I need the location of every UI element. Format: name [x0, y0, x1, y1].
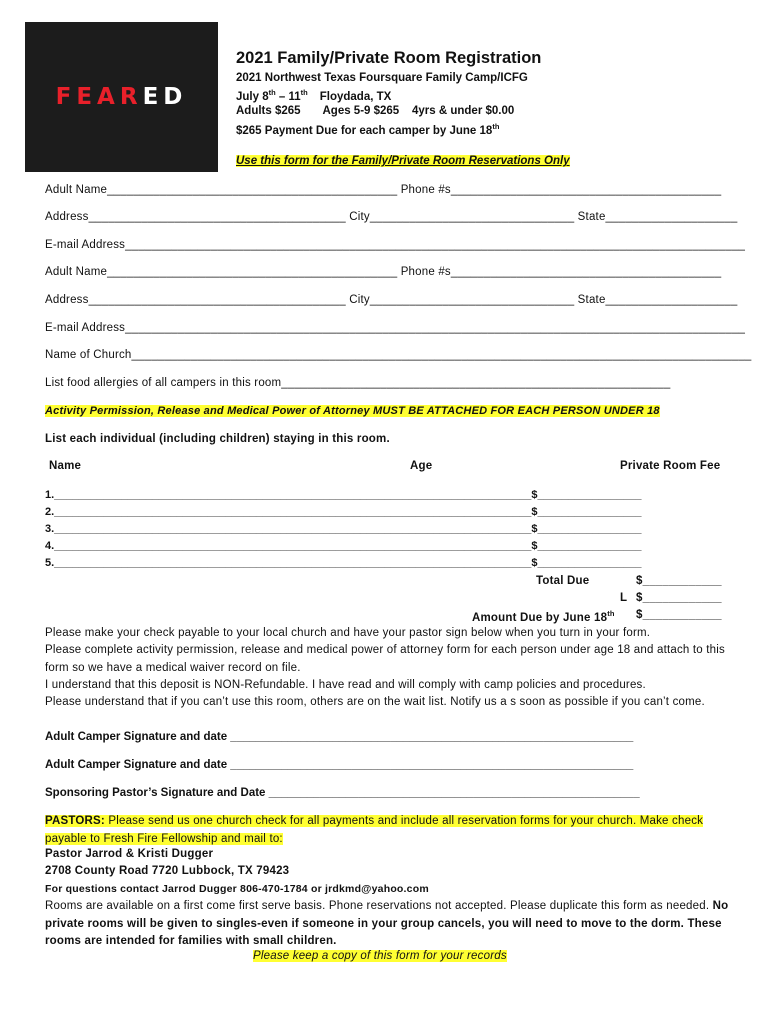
- email-1-field[interactable]: E-mail Address______________________________________________________________________________________________: [45, 239, 746, 251]
- l-label: L: [620, 592, 628, 604]
- camper-row-1[interactable]: 1.______________________________________________________________________________$_________________: [45, 489, 642, 501]
- amount-due-label: Amount Due by June 18th: [472, 609, 615, 624]
- adult-name-1-field[interactable]: Adult Name____________________________________________ Phone #s_________________________________________: [45, 184, 722, 196]
- l-field[interactable]: $____________: [636, 592, 722, 604]
- camp-dates: July 8th – 11th Floydada, TX: [236, 88, 392, 103]
- keep-copy-note: Please keep a copy of this form for your records: [253, 950, 507, 962]
- logo-text-red: FEAR: [55, 84, 143, 110]
- adult-signature-1-field[interactable]: Adult Camper Signature and date _______________________________________________________________: [45, 731, 634, 743]
- food-allergies-field[interactable]: List food allergies of all campers in this room___________________________________________________________: [45, 377, 671, 389]
- camp-name: 2021 Northwest Texas Foursquare Family Camp/ICFG: [236, 72, 528, 84]
- footer-note: Rooms are available on a first come first serve basis. Phone reservations not accepted. Please duplicate this form as needed. No private rooms will be given to singles-even if someone in your group cancels, you will need to move to the dorm. These rooms are intended for families with small children.: [45, 900, 729, 947]
- camper-row-5[interactable]: 5.______________________________________________________________________________$_________________: [45, 557, 642, 569]
- instruction-1: Please make your check payable to your local church and have your pastor sign below when you turn in your form.: [45, 627, 651, 639]
- instruction-2: Please complete activity permission, release and medical power of attorney form for each person under age 18 and attach to this form so we have a medical waiver record on file.: [45, 644, 725, 674]
- feared-logo: [25, 22, 218, 172]
- col-name-header: Name: [49, 460, 82, 472]
- church-name-field[interactable]: Name of Church______________________________________________________________________________________________: [45, 349, 752, 361]
- email-2-field[interactable]: E-mail Address______________________________________________________________________________________________: [45, 322, 746, 334]
- adult-name-2-field[interactable]: Adult Name____________________________________________ Phone #s_________________________________________: [45, 266, 722, 278]
- camper-row-4[interactable]: 4.______________________________________________________________________________$_________________: [45, 540, 642, 552]
- pastors-note: PASTORS: Please send us one church check for all payments and include all reservation forms for your church. Make check payable to Fresh Fire Fellowship and mail to:: [45, 815, 704, 845]
- pricing: Adults $265 Ages 5-9 $265 4yrs & under $0.00: [236, 105, 515, 117]
- list-heading: List each individual (including children) staying in this room.: [45, 433, 390, 445]
- address-2-field[interactable]: Address_______________________________________ City_______________________________ State____________________: [45, 294, 738, 306]
- address-1-field[interactable]: Address_______________________________________ City_______________________________ State____________________: [45, 211, 738, 223]
- instruction-3: I understand that this deposit is NON-Refundable. I have read and will comply with camp policies and procedures.: [45, 679, 646, 691]
- payment-due: $265 Payment Due for each camper by June 18th: [236, 122, 500, 137]
- activity-notice: Activity Permission, Release and Medical Power of Attorney MUST BE ATTACHED FOR EACH PERSON UNDER 18: [45, 405, 660, 417]
- pastor-signature-field[interactable]: Sponsoring Pastor’s Signature and Date __________________________________________________________: [45, 787, 640, 799]
- total-due-label: Total Due: [536, 575, 590, 587]
- camper-row-2[interactable]: 2.______________________________________________________________________________$_________________: [45, 506, 642, 518]
- instruction-4: Please understand that if you can’t use this room, others are on the wait list. Notify us a s soon as possible if you can’t come.: [45, 696, 705, 708]
- col-fee-header: Private Room Fee: [620, 460, 721, 472]
- logo-text: [56, 84, 188, 110]
- amount-due-field[interactable]: $____________: [636, 609, 722, 621]
- camper-row-3[interactable]: 3.______________________________________________________________________________$_________________: [45, 523, 642, 535]
- mailing-address: 2708 County Road 7720 Lubbock, TX 79423: [45, 865, 290, 877]
- col-age-header: Age: [410, 460, 433, 472]
- adult-signature-2-field[interactable]: Adult Camper Signature and date _______________________________________________________________: [45, 759, 634, 771]
- total-due-field[interactable]: $____________: [636, 575, 722, 587]
- pastor-names: Pastor Jarrod & Kristi Dugger: [45, 848, 214, 860]
- contact-info: For questions contact Jarrod Dugger 806-470-1784 or jrdkmd@yahoo.com: [45, 883, 429, 895]
- page-title: 2021 Family/Private Room Registration: [236, 49, 542, 67]
- use-note: Use this form for the Family/Private Room Reservations Only: [236, 155, 570, 167]
- logo-text-white: ED: [142, 84, 188, 110]
